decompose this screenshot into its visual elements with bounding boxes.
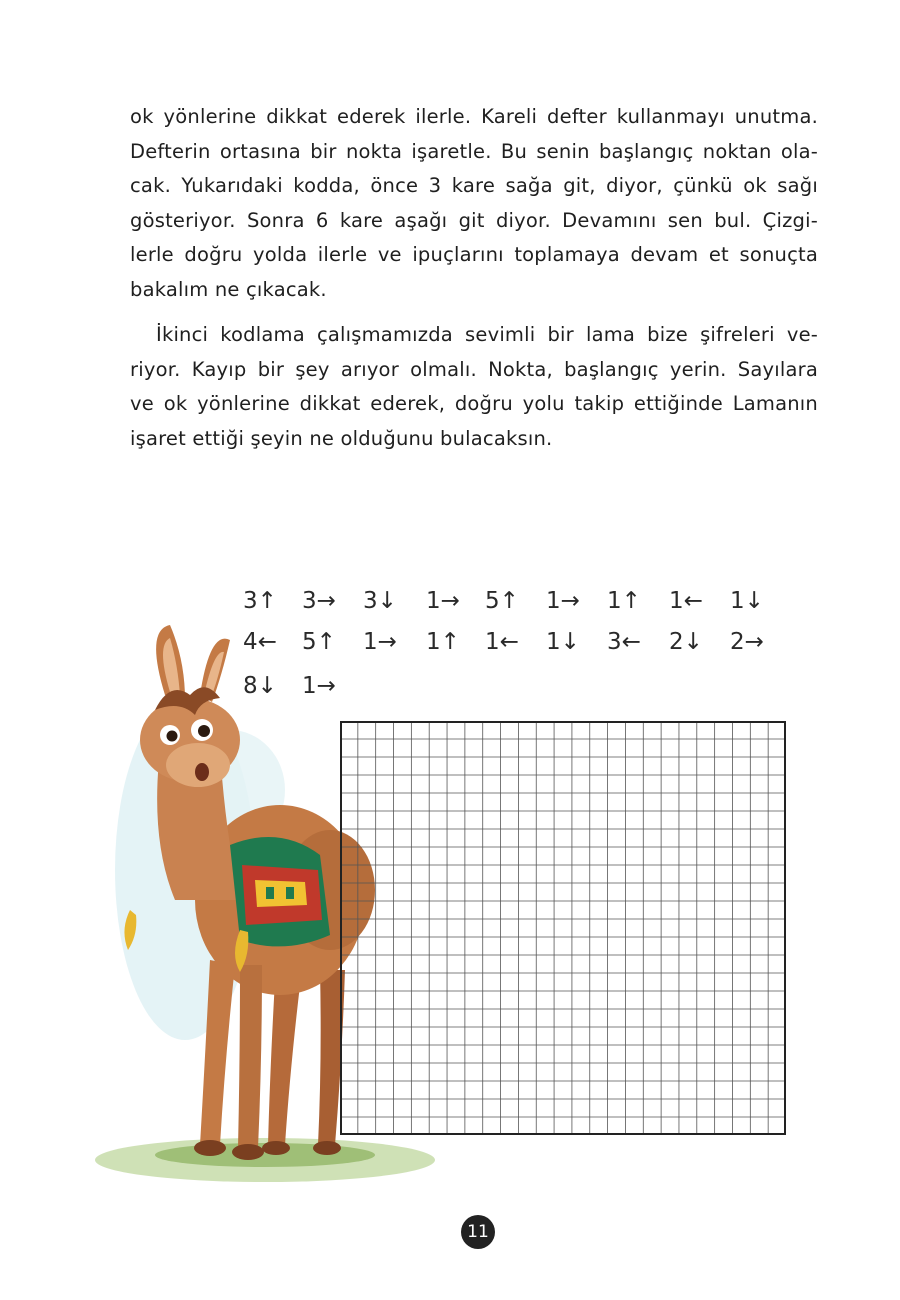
paragraph-instructions [130, 318, 818, 456]
code-step: 1↓ [730, 588, 764, 614]
code-step: 5↑ [485, 588, 519, 614]
grid-border [341, 722, 785, 1134]
code-step: 1↓ [546, 629, 580, 655]
text-line: bakalım ne çıkacak. [130, 277, 327, 301]
code-step: 3↓ [363, 588, 397, 614]
code-step: 1↑ [426, 629, 460, 655]
code-step: 1→ [363, 629, 397, 655]
code-step: 1← [485, 629, 519, 655]
text-line: lerle doğru yolda ilerle ve ipuçlarını toplamaya devam et sonuçta [130, 243, 818, 266]
code-step: 3← [607, 629, 641, 655]
code-step: 5↑ [302, 629, 336, 655]
paragraph-intro [130, 100, 818, 307]
code-step: 3→ [302, 588, 336, 614]
text-line: ok yönlerine dikkat ederek ilerle. Kareli defter kullanmayı unutma. [130, 105, 818, 128]
text-line: gösteriyor. Sonra 6 kare aşağı git diyor. Devamını sen bul. Çizgi- [130, 208, 818, 232]
code-step: 1↑ [607, 588, 641, 614]
code-step: 8↓ [243, 673, 277, 699]
code-step: 4← [243, 629, 277, 655]
drawing-grid[interactable] [340, 721, 786, 1135]
code-step: 1→ [546, 588, 580, 614]
text-line: ve ok yönlerine dikkat ederek, doğru yolu takip ettiğinde Lamanın [130, 392, 818, 415]
page-number-badge: 11 [461, 1215, 495, 1249]
text-line: cak. Yukarıdaki kodda, önce 3 kare sağa git, diyor, çünkü ok sağı [130, 174, 818, 197]
code-step: 2→ [730, 629, 764, 655]
code-step: 1→ [302, 673, 336, 699]
code-step: 2↓ [669, 629, 703, 655]
text-line: işaret ettiği şeyin ne olduğunu bulacaksın. [130, 426, 553, 450]
code-step: 1← [669, 588, 703, 614]
code-step: 3↑ [243, 588, 277, 614]
text-line: Defterin ortasına bir nokta işaretle. Bu senin başlangıç noktan ola- [130, 139, 818, 163]
text-line: riyor. Kayıp bir şey arıyor olmalı. Nokta, başlangıç yerin. Sayılara [130, 357, 818, 381]
text-line: İkinci kodlama çalışmamızda sevimli bir lama bize şifreleri ve- [156, 323, 818, 346]
code-step: 1→ [426, 588, 460, 614]
